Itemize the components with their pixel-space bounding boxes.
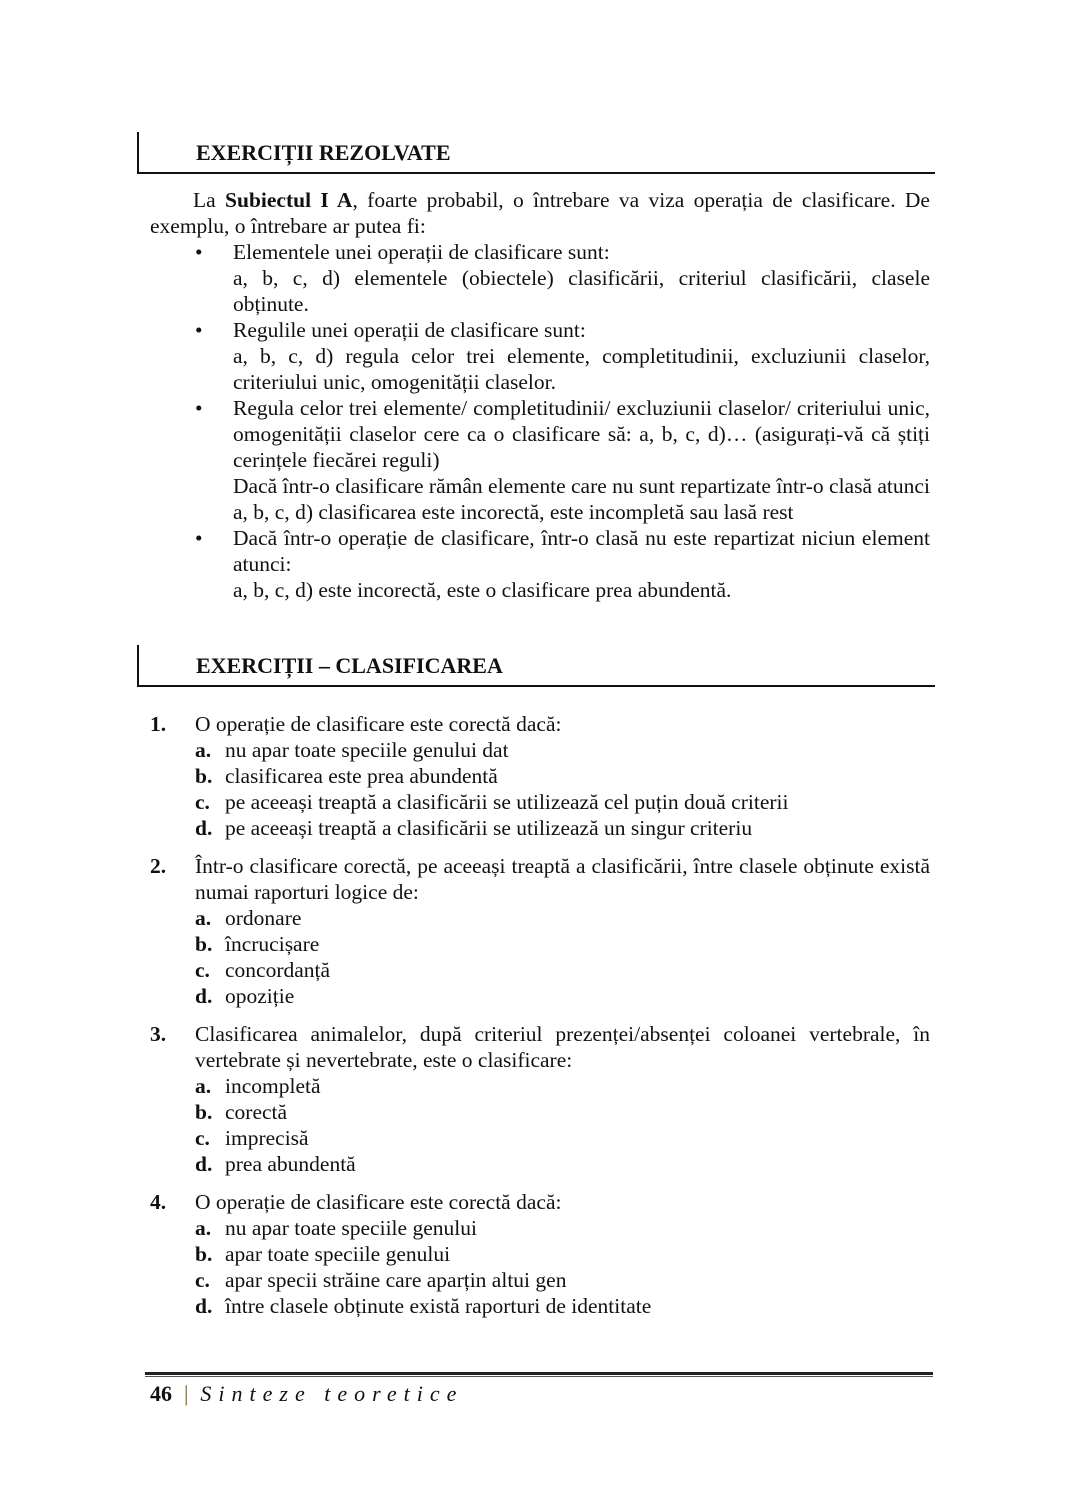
question-number: 4. [150, 1190, 167, 1214]
option-letter: d. [195, 1152, 213, 1176]
answer-option [195, 983, 930, 1009]
option-letter: c. [195, 1268, 210, 1292]
bullet-icon: • [195, 318, 203, 342]
question-item [150, 853, 930, 1009]
exercise-list [150, 711, 930, 1331]
option-letter: b. [195, 764, 213, 788]
bullet-item [150, 395, 930, 525]
option-letter: b. [195, 1100, 213, 1124]
footer-title: Sinteze teoretice [200, 1381, 464, 1406]
answer-option [195, 1073, 930, 1099]
bullet-line: Dacă într-o clasificare rămân elemente care nu sunt repartizate într-o clasă atunci [233, 474, 930, 498]
bullet-line: Regula celor trei elemente/ completitudinii/ excluziunii claselor/ criteriului unic, omogenității claselor cere ca o clasificare să: a, b, c, d)… (asigurați-vă că știți cerințele fiecărei reguli) [233, 396, 930, 472]
option-text: prea abundentă [225, 1152, 356, 1176]
page-footer [150, 1381, 463, 1407]
option-letter: d. [195, 984, 213, 1008]
answer-option [195, 1151, 930, 1177]
answer-option [195, 905, 930, 931]
bullet-line: a, b, c, d) este incorectă, este o clasificare prea abundentă. [233, 578, 732, 602]
option-letter: d. [195, 1294, 213, 1318]
footer-divider [145, 1372, 933, 1377]
intro-paragraph [150, 187, 930, 239]
intro-text: La [193, 188, 226, 212]
bullet-item [150, 239, 930, 317]
bullet-icon: • [195, 240, 203, 264]
answer-option [195, 763, 930, 789]
section-title: EXERCIȚII REZOLVATE [196, 140, 451, 165]
option-text: pe aceeași treaptă a clasificării se utilizează cel puțin două criterii [225, 790, 789, 814]
option-text: ordonare [225, 906, 302, 930]
answer-option [195, 1293, 930, 1319]
option-letter: c. [195, 790, 210, 814]
section-title: EXERCIȚII – CLASIFICAREA [196, 653, 503, 678]
option-text: incompletă [225, 1074, 321, 1098]
option-text: corectă [225, 1100, 288, 1124]
option-text: apar toate speciile genului [225, 1242, 451, 1266]
intro-bold: Subiectul I A [225, 188, 353, 212]
option-letter: d. [195, 816, 213, 840]
page-number: 46 [150, 1381, 172, 1406]
option-text: încrucișare [225, 932, 320, 956]
option-text: imprecisă [225, 1126, 309, 1150]
question-text: O operație de clasificare este corectă dacă: [195, 712, 562, 736]
option-letter: a. [195, 906, 212, 930]
answer-option [195, 1267, 930, 1293]
answer-option [195, 1099, 930, 1125]
option-text: nu apar toate speciile genului dat [225, 738, 509, 762]
answer-option [195, 737, 930, 763]
section-heading-exercises [137, 645, 935, 687]
bullet-line: a, b, c, d) clasificarea este incorectă, este incompletă sau lasă rest [233, 500, 794, 524]
question-item [150, 711, 930, 841]
bullet-item [150, 525, 930, 603]
option-text: între clasele obținute există raporturi de identitate [225, 1294, 652, 1318]
intro-text: , foarte probabil, o întrebare va viza operația de clasificare. De exemplu, o întrebare ar putea fi: [150, 188, 930, 238]
option-text: opoziție [225, 984, 295, 1008]
question-item [150, 1189, 930, 1319]
question-text: Clasificarea animalelor, după criteriul prezenței/absenței coloanei vertebrale, în vertebrate și nevertebrate, este o clasificare: [195, 1022, 930, 1072]
question-text: O operație de clasificare este corectă dacă: [195, 1190, 562, 1214]
bullet-line: Elementele unei operații de clasificare sunt: [233, 240, 610, 264]
bullet-line: Regulile unei operații de clasificare sunt: [233, 318, 586, 342]
option-letter: a. [195, 1216, 212, 1240]
bullet-item [150, 317, 930, 395]
question-number: 3. [150, 1022, 167, 1046]
option-letter: c. [195, 1126, 210, 1150]
section-heading-solved [137, 132, 935, 174]
option-letter: c. [195, 958, 210, 982]
option-text: nu apar toate speciile genului [225, 1216, 477, 1240]
option-letter: b. [195, 932, 213, 956]
answer-option [195, 931, 930, 957]
option-text: pe aceeași treaptă a clasificării se utilizează un singur criteriu [225, 816, 753, 840]
option-text: apar specii străine care aparțin altui gen [225, 1268, 567, 1292]
answer-option [195, 957, 930, 983]
answer-option [195, 1125, 930, 1151]
question-text: Într-o clasificare corectă, pe aceeași treaptă a clasificării, între clasele obținute există numai raporturi logice de: [195, 854, 930, 904]
answer-option [195, 1241, 930, 1267]
footer-separator: | [184, 1381, 189, 1406]
question-item [150, 1021, 930, 1177]
option-letter: a. [195, 1074, 212, 1098]
bullet-icon: • [195, 526, 203, 550]
question-number: 2. [150, 854, 167, 878]
answer-option [195, 789, 930, 815]
bullet-icon: • [195, 396, 203, 420]
option-letter: a. [195, 738, 212, 762]
option-text: clasificarea este prea abundentă [225, 764, 498, 788]
option-text: concordanță [225, 958, 331, 982]
answer-option [195, 1215, 930, 1241]
answer-option [195, 815, 930, 841]
option-letter: b. [195, 1242, 213, 1266]
bullet-line: Dacă într-o operație de clasificare, într-o clasă nu este repartizat niciun element atunci: [233, 526, 930, 576]
solved-exercises [150, 187, 930, 603]
bullet-line: a, b, c, d) regula celor trei elemente, completitudinii, excluziunii claselor, criteriului unic, omogenității claselor. [233, 344, 930, 394]
question-number: 1. [150, 712, 167, 736]
bullet-line: a, b, c, d) elementele (obiectele) clasificării, criteriul clasificării, clasele obținute. [233, 266, 930, 316]
